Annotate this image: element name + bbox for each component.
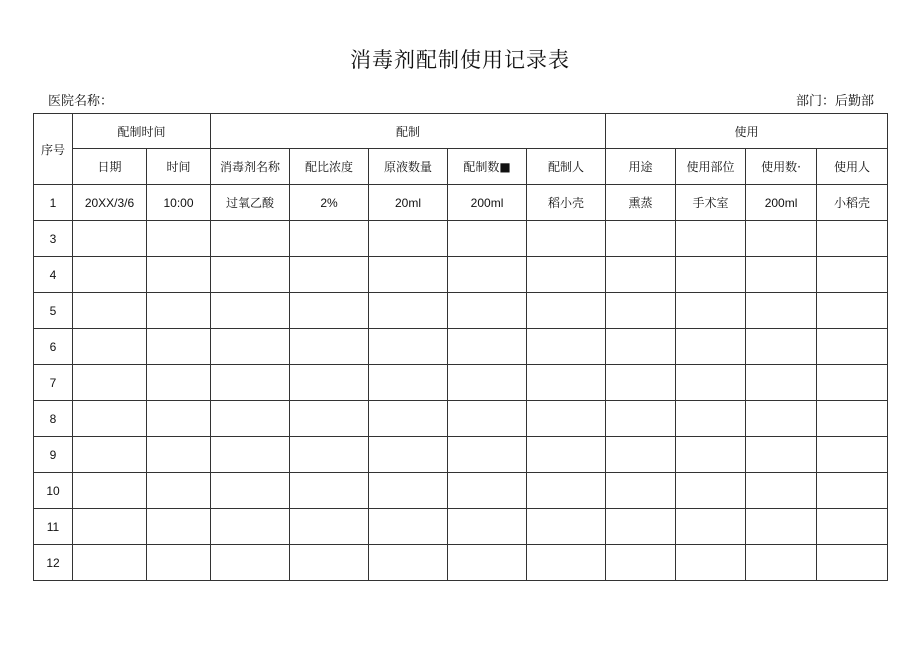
table-cell[interactable] — [290, 437, 369, 473]
table-cell[interactable]: 手术室 — [676, 185, 746, 221]
table-cell[interactable] — [606, 473, 676, 509]
table-row — [34, 437, 888, 473]
table-cell[interactable] — [606, 365, 676, 401]
header-group-time: 配制时间 — [73, 114, 211, 149]
table-cell[interactable] — [448, 509, 527, 545]
table-cell[interactable] — [369, 257, 448, 293]
table-cell[interactable] — [527, 221, 606, 257]
table-cell[interactable] — [369, 545, 448, 581]
column-header: 配比浓度 — [290, 149, 369, 185]
table-cell[interactable] — [527, 401, 606, 437]
table-cell[interactable] — [606, 401, 676, 437]
table-row — [34, 545, 888, 581]
table-row — [34, 401, 888, 437]
table-cell[interactable] — [676, 221, 746, 257]
table-row — [34, 293, 888, 329]
table-cell[interactable] — [369, 437, 448, 473]
table-cell[interactable] — [290, 293, 369, 329]
table-cell[interactable] — [211, 437, 290, 473]
table-cell[interactable] — [527, 293, 606, 329]
table-cell[interactable] — [147, 257, 211, 293]
header-group-row — [34, 114, 888, 149]
table-cell[interactable] — [527, 329, 606, 365]
record-body — [34, 185, 888, 581]
table-cell[interactable] — [369, 221, 448, 257]
table-cell[interactable] — [290, 509, 369, 545]
table-cell[interactable] — [290, 401, 369, 437]
column-header: 消毒剂名称 — [211, 149, 290, 185]
column-header: 时间 — [147, 149, 211, 185]
table-cell[interactable] — [73, 401, 147, 437]
table-cell[interactable] — [817, 221, 888, 257]
column-header: 用途 — [606, 149, 676, 185]
table-cell[interactable] — [448, 473, 527, 509]
table-cell[interactable] — [147, 293, 211, 329]
table-cell[interactable] — [147, 401, 211, 437]
table-cell[interactable] — [606, 257, 676, 293]
table-cell[interactable] — [527, 545, 606, 581]
table-cell[interactable] — [448, 401, 527, 437]
table-cell[interactable] — [448, 329, 527, 365]
table-cell[interactable] — [369, 329, 448, 365]
row-serial: 11 — [34, 509, 73, 545]
table-cell[interactable] — [211, 545, 290, 581]
table-cell[interactable]: 2% — [290, 185, 369, 221]
table-cell[interactable] — [448, 437, 527, 473]
table-row — [34, 221, 888, 257]
table-cell[interactable] — [606, 509, 676, 545]
header-group-use: 使用 — [606, 114, 888, 149]
table-cell[interactable] — [676, 437, 746, 473]
table-cell[interactable] — [527, 257, 606, 293]
table-cell[interactable] — [817, 329, 888, 365]
table-cell[interactable] — [746, 437, 817, 473]
table-cell[interactable] — [147, 545, 211, 581]
table-cell[interactable] — [746, 509, 817, 545]
table-cell[interactable] — [746, 365, 817, 401]
table-cell[interactable] — [290, 473, 369, 509]
table-cell[interactable] — [369, 401, 448, 437]
table-cell[interactable] — [73, 509, 147, 545]
table-cell[interactable] — [211, 473, 290, 509]
table-cell[interactable] — [527, 473, 606, 509]
table-cell[interactable] — [73, 221, 147, 257]
table-cell[interactable] — [527, 437, 606, 473]
table-cell[interactable] — [746, 401, 817, 437]
row-serial: 4 — [34, 257, 73, 293]
table-cell[interactable] — [290, 365, 369, 401]
table-cell[interactable] — [73, 545, 147, 581]
table-cell[interactable] — [817, 509, 888, 545]
table-cell[interactable] — [290, 545, 369, 581]
table-cell[interactable] — [746, 473, 817, 509]
row-serial: 10 — [34, 473, 73, 509]
table-cell[interactable] — [147, 437, 211, 473]
table-cell[interactable] — [746, 293, 817, 329]
table-row — [34, 365, 888, 401]
table-cell[interactable]: 过氧乙酸 — [211, 185, 290, 221]
table-cell[interactable]: 200ml — [746, 185, 817, 221]
table-cell[interactable] — [211, 293, 290, 329]
page-title: 消毒剂配制使用记录表 — [350, 48, 570, 72]
table-cell[interactable] — [147, 365, 211, 401]
table-cell[interactable] — [73, 473, 147, 509]
table-cell[interactable] — [211, 401, 290, 437]
table-cell[interactable] — [369, 509, 448, 545]
table-cell[interactable] — [73, 329, 147, 365]
table-cell[interactable] — [211, 509, 290, 545]
table-cell[interactable] — [448, 293, 527, 329]
table-cell[interactable] — [676, 293, 746, 329]
table-cell[interactable]: 200ml — [448, 185, 527, 221]
row-serial: 6 — [34, 329, 73, 365]
table-cell[interactable]: 20XX/3/6 — [73, 185, 147, 221]
table-row — [34, 509, 888, 545]
table-cell[interactable] — [73, 365, 147, 401]
table-cell[interactable] — [211, 329, 290, 365]
table-cell[interactable] — [290, 257, 369, 293]
table-cell[interactable] — [746, 329, 817, 365]
table-cell[interactable] — [746, 257, 817, 293]
table-cell[interactable] — [817, 473, 888, 509]
column-header: 使用部位 — [676, 149, 746, 185]
header-group-prep: 配制 — [211, 114, 606, 149]
table-cell[interactable] — [211, 365, 290, 401]
table-cell[interactable]: 20ml — [369, 185, 448, 221]
table-cell[interactable] — [817, 401, 888, 437]
department-label: 部门： — [795, 94, 835, 109]
table-cell[interactable] — [369, 473, 448, 509]
column-header: 配制数■ — [448, 149, 527, 185]
row-serial: 7 — [34, 365, 73, 401]
table-cell[interactable] — [448, 257, 527, 293]
table-cell[interactable] — [147, 509, 211, 545]
table-cell[interactable] — [211, 221, 290, 257]
table-cell[interactable]: 熏蒸 — [606, 185, 676, 221]
table-cell[interactable] — [676, 329, 746, 365]
column-header: 配制人 — [527, 149, 606, 185]
table-cell[interactable] — [147, 329, 211, 365]
table-cell[interactable] — [606, 437, 676, 473]
table-cell[interactable] — [606, 545, 676, 581]
record-table — [33, 113, 888, 581]
row-serial: 5 — [34, 293, 73, 329]
row-serial: 9 — [34, 437, 73, 473]
table-cell[interactable] — [817, 545, 888, 581]
column-header: 日期 — [73, 149, 147, 185]
hospital-name-label: 医院名称： — [48, 94, 114, 109]
table-cell[interactable] — [448, 545, 527, 581]
row-serial: 1 — [34, 185, 73, 221]
table-cell[interactable] — [676, 545, 746, 581]
table-cell[interactable] — [606, 329, 676, 365]
table-cell[interactable]: 小稻壳 — [817, 185, 888, 221]
table-cell[interactable] — [817, 437, 888, 473]
table-row — [34, 329, 888, 365]
table-cell[interactable] — [817, 257, 888, 293]
table-cell[interactable] — [448, 365, 527, 401]
table-cell[interactable] — [746, 221, 817, 257]
table-cell[interactable] — [676, 509, 746, 545]
table-cell[interactable] — [676, 473, 746, 509]
table-cell[interactable] — [73, 257, 147, 293]
table-cell[interactable] — [290, 221, 369, 257]
table-cell[interactable] — [73, 437, 147, 473]
table-cell[interactable] — [448, 221, 527, 257]
table-row — [34, 257, 888, 293]
table-cell[interactable] — [527, 365, 606, 401]
table-cell[interactable] — [817, 365, 888, 401]
table-cell[interactable] — [676, 257, 746, 293]
table-cell[interactable] — [369, 293, 448, 329]
table-cell[interactable] — [369, 365, 448, 401]
table-cell[interactable] — [676, 401, 746, 437]
table-cell[interactable] — [817, 293, 888, 329]
table-cell[interactable] — [290, 329, 369, 365]
table-cell[interactable] — [527, 509, 606, 545]
row-serial: 3 — [34, 221, 73, 257]
column-header: 使用人 — [817, 149, 888, 185]
header-column-row — [34, 149, 888, 185]
table-row — [34, 185, 888, 221]
row-serial: 12 — [34, 545, 73, 581]
table-cell[interactable]: 稻小壳 — [527, 185, 606, 221]
table-cell[interactable] — [606, 221, 676, 257]
table-row — [34, 473, 888, 509]
table-cell[interactable] — [676, 365, 746, 401]
table-cell[interactable]: 10:00 — [147, 185, 211, 221]
table-cell[interactable] — [147, 221, 211, 257]
table-cell[interactable] — [147, 473, 211, 509]
department-value: 后勤部 — [834, 94, 874, 109]
header-serial: 序号 — [34, 114, 73, 185]
row-serial: 8 — [34, 401, 73, 437]
table-cell[interactable] — [73, 293, 147, 329]
table-cell[interactable] — [211, 257, 290, 293]
column-header: 使用数· — [746, 149, 817, 185]
table-cell[interactable] — [606, 293, 676, 329]
column-header: 原液数量 — [369, 149, 448, 185]
table-cell[interactable] — [746, 545, 817, 581]
department-info — [796, 90, 874, 109]
